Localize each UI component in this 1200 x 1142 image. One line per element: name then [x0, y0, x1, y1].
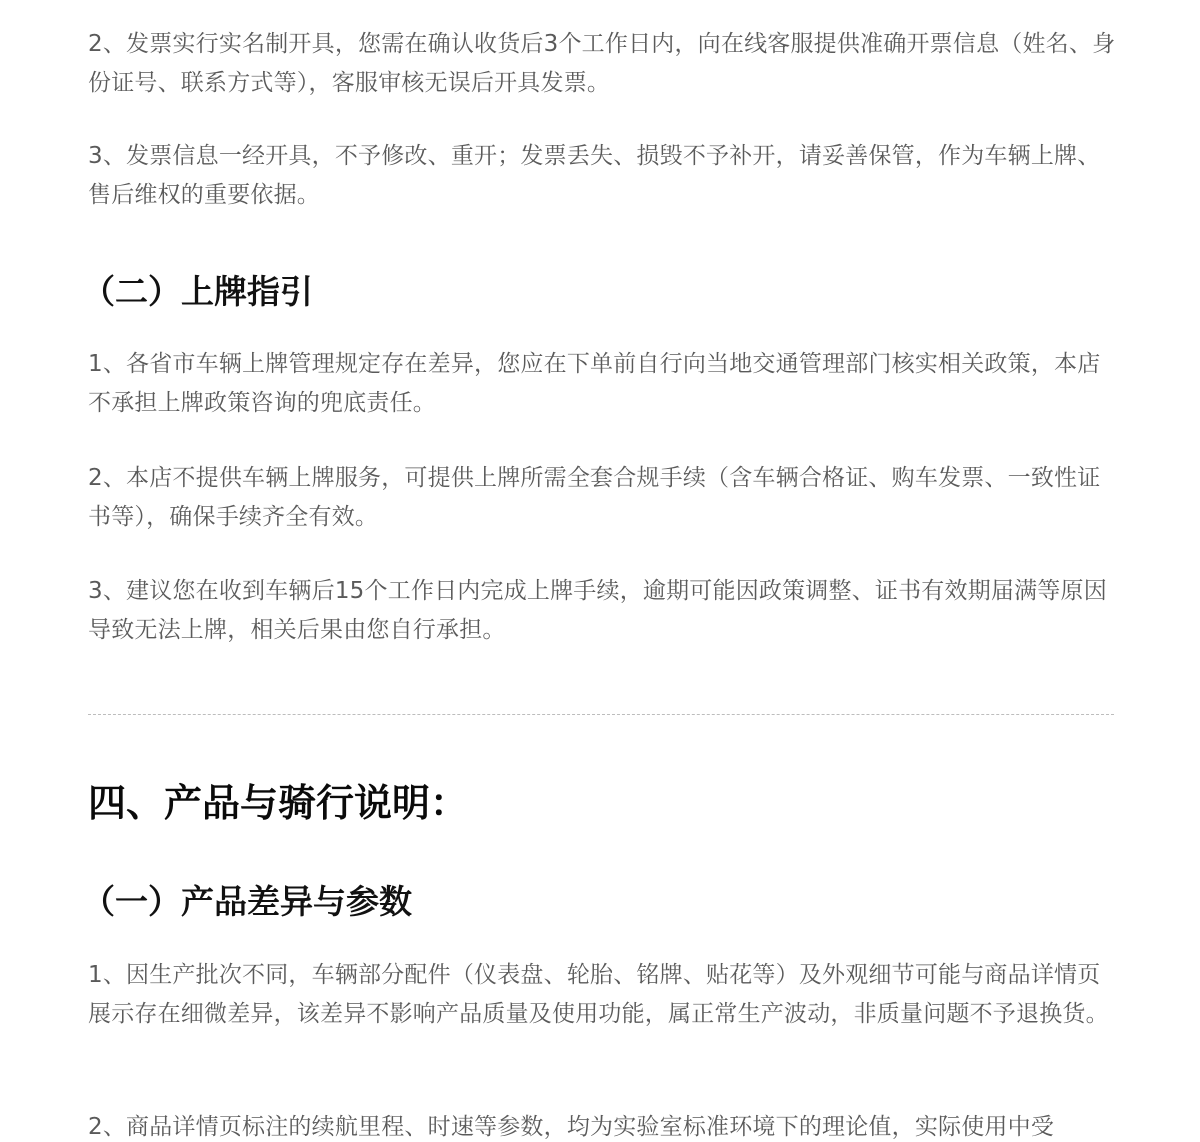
product-difference-heading: （一）产品差异与参数: [82, 882, 412, 921]
plate-paragraph-1: 1、各省市车辆上牌管理规定存在差异，您应在下单前自行向当地交通管理部门核实相关政策，本店不承担上牌政策咨询的兜底责任。: [88, 351, 1101, 416]
invoice-paragraph-2: 2、发票实行实名制开具，您需在确认收货后3个工作日内，向在线客服提供准确开票信息（姓名、身份证号、联系方式等），客服审核无误后开具发票。: [88, 31, 1116, 96]
invoice-paragraph-3: 3、发票信息一经开具，不予修改、重开；发票丢失、损毁不予补开，请妥善保管，作为车辆上牌、售后维权的重要依据。: [88, 143, 1101, 208]
section-four-title: 四、产品与骑行说明：: [88, 781, 469, 825]
product-paragraph-1: 1、因生产批次不同，车辆部分配件（仪表盘、轮胎、铭牌、贴花等）及外观细节可能与商品详情页展示存在细微差异，该差异不影响产品质量及使用功能，属正常生产波动，非质量问题不予退换货。: [88, 962, 1109, 1027]
plate-guide-heading: （二）上牌指引: [82, 272, 313, 311]
product-paragraph-2: 2、商品详情页标注的续航里程、时速等参数，均为实验室标准环境下的理论值，实际使用中受: [88, 1114, 1055, 1140]
plate-paragraph-3: 3、建议您在收到车辆后15个工作日内完成上牌手续，逾期可能因政策调整、证书有效期届满等原因导致无法上牌，相关后果由您自行承担。: [88, 578, 1107, 643]
plate-paragraph-2: 2、本店不提供车辆上牌服务，可提供上牌所需全套合规手续（含车辆合格证、购车发票、一致性证书等），确保手续齐全有效。: [88, 465, 1101, 530]
section-divider: [88, 714, 1114, 715]
